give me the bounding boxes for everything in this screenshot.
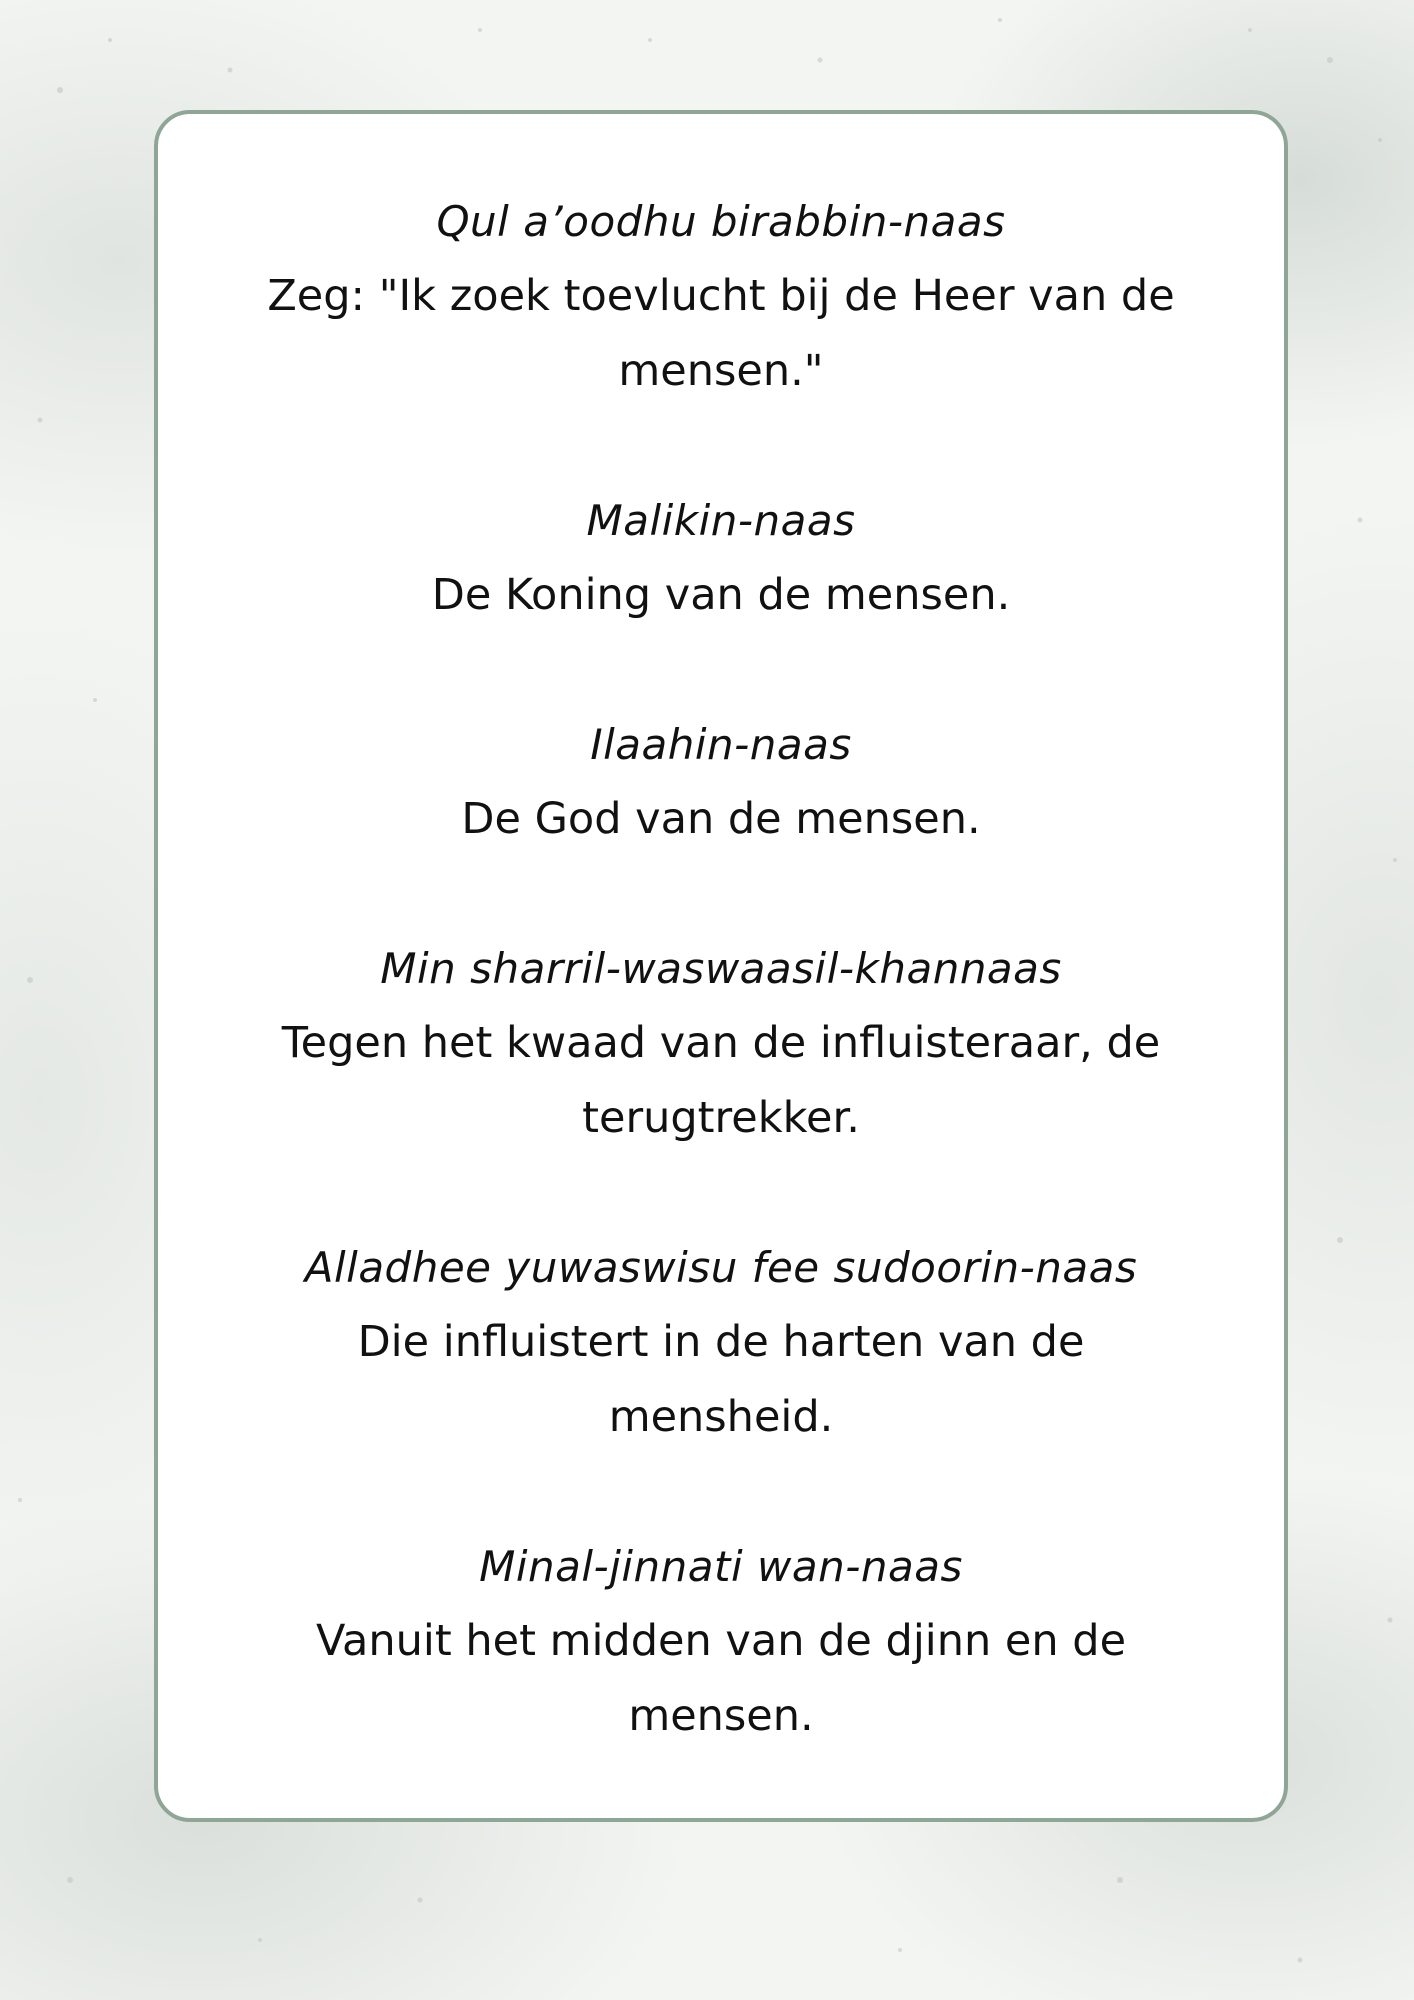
verse-6-translation: Vanuit het midden van de djinn en de mensen. (315, 1616, 1127, 1741)
verse-5 (158, 1230, 1284, 1455)
verse-3-translation: De God van de mensen. (461, 794, 981, 844)
verse-5-translation: Die influistert in de harten van de mensheid. (357, 1317, 1085, 1442)
verse-6-transliteration: Minal-jinnati wan-naas (479, 1542, 963, 1591)
verse-2-translation: De Koning van de mensen. (431, 570, 1011, 620)
verse-4-translation: Tegen het kwaad van de influisteraar, de terugtrekker. (281, 1018, 1161, 1143)
verse-6 (158, 1529, 1284, 1754)
verse-3-transliteration: Ilaahin-naas (590, 720, 852, 769)
verse-5-transliteration: Alladhee yuwaswisu fee sudoorin-naas (304, 1243, 1138, 1292)
verse-4-transliteration: Min sharril-waswaasil-khannaas (380, 944, 1062, 993)
verse-list (158, 184, 1284, 1754)
verse-3 (158, 707, 1284, 857)
verse-1 (158, 184, 1284, 409)
verse-2-transliteration: Malikin-naas (586, 496, 856, 545)
verse-1-translation: Zeg: "Ik zoek toevlucht bij de Heer van de mensen." (267, 271, 1175, 396)
verse-4 (158, 931, 1284, 1156)
verse-2 (158, 483, 1284, 633)
verse-card (154, 110, 1288, 1822)
verse-1-transliteration: Qul a’oodhu birabbin-naas (436, 197, 1006, 246)
